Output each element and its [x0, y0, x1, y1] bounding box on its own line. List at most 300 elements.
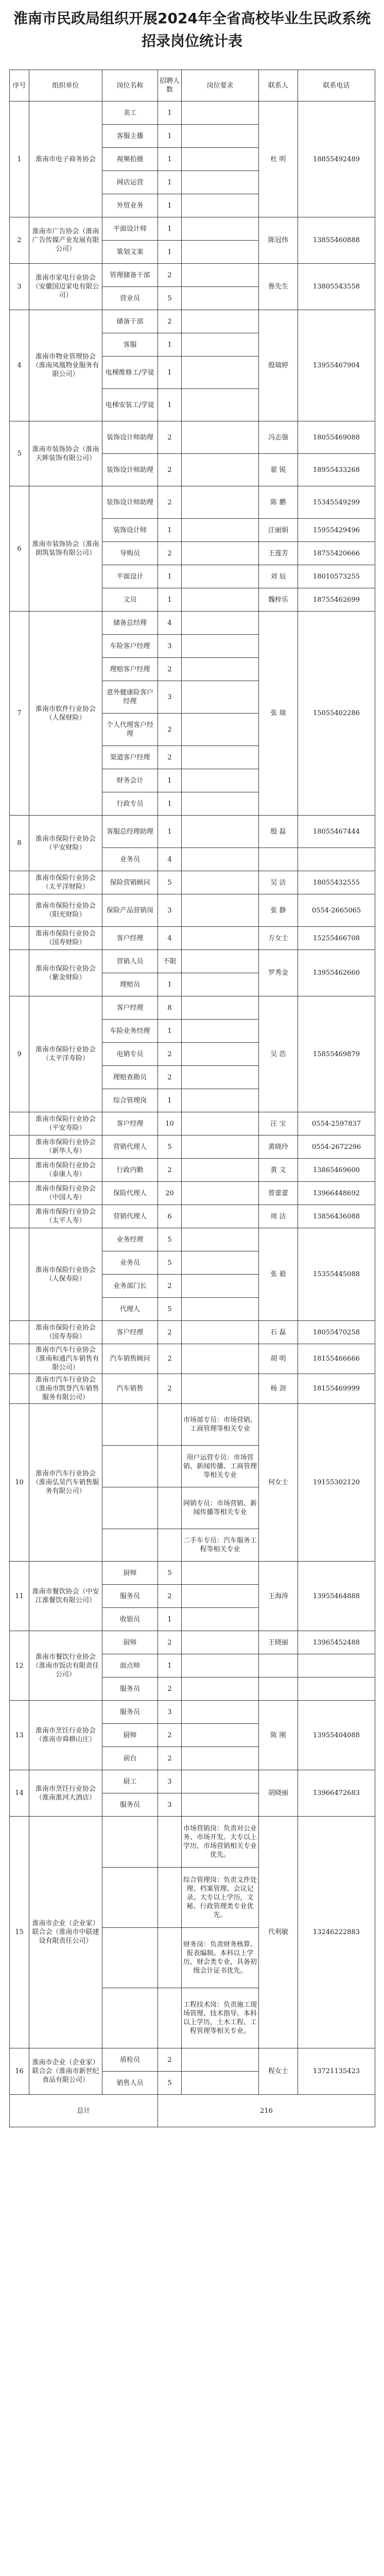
- cell-count: 5: [158, 2072, 182, 2095]
- table-row: [10, 1404, 375, 1446]
- cell-requirement: 市场部专员：市场营销、工商管理等相关专业: [182, 1404, 259, 1446]
- cell-requirement: [182, 612, 259, 635]
- cell-count: [158, 1446, 182, 1487]
- cell-contact: 张 瑞: [259, 612, 298, 816]
- cell-count: 5: [158, 1298, 182, 1321]
- cell-count: 2: [158, 486, 182, 519]
- table-row: [10, 421, 375, 454]
- cell-org: 淮南市保险行业协会（太平人寿）: [29, 1205, 102, 1228]
- cell-org: 淮南市装饰协会（淮南天眸装饰有限公司）: [29, 421, 102, 486]
- cell-position: 厨师: [102, 1724, 158, 1747]
- cell-position: 装饰设计师助理: [102, 421, 158, 454]
- cell-count: 1: [158, 1089, 182, 1112]
- cell-org: 淮南市保险行业协会（新华人寿）: [29, 1136, 102, 1159]
- cell-seq: 7: [10, 612, 29, 816]
- total-label: 总计: [10, 2095, 158, 2127]
- cell-phone: 13965452488: [298, 1631, 375, 1654]
- cell-count: 2: [158, 1344, 182, 1374]
- table-row: [10, 101, 375, 125]
- cell-requirement: [182, 264, 259, 287]
- cell-org: 淮南市保险行业协会（平安寿险）: [29, 1112, 102, 1136]
- table-row: [10, 2048, 375, 2072]
- cell-requirement: [182, 973, 259, 996]
- table-body: [10, 101, 375, 2095]
- cell-position: [102, 1817, 158, 1868]
- cell-requirement: [182, 241, 259, 264]
- cell-count: 4: [158, 612, 182, 635]
- cell-count: 2: [158, 1631, 182, 1654]
- table-header: [10, 70, 375, 101]
- cell-count: 1: [158, 816, 182, 848]
- cell-count: 3: [158, 894, 182, 927]
- cell-position: 代理人: [102, 1298, 158, 1321]
- cell-count: [158, 1529, 182, 1562]
- page-title: [9, 0, 375, 53]
- cell-contact: 陈 刚: [259, 1701, 298, 1770]
- cell-requirement: [182, 1136, 259, 1159]
- cell-position: 客户经理: [102, 996, 158, 1020]
- cell-count: 5: [158, 1228, 182, 1251]
- cell-count: 1: [158, 389, 182, 421]
- table-row: [10, 310, 375, 333]
- cell-contact: 张 静: [259, 894, 298, 927]
- cell-position: 装饰设计师助理: [102, 454, 158, 486]
- cell-contact: 何女士: [259, 1404, 298, 1562]
- cell-requirement: [182, 1677, 259, 1701]
- cell-phone: 18055469088: [298, 421, 375, 454]
- cell-seq: 6: [10, 486, 29, 612]
- cell-requirement: [182, 486, 259, 519]
- cell-phone: 18155469999: [298, 1374, 375, 1404]
- cell-requirement: [182, 714, 259, 746]
- total-row: [10, 2095, 375, 2127]
- cell-position: 电梯维修工/学徒: [102, 357, 158, 389]
- cell-position: 服务员: [102, 1701, 158, 1724]
- table-row: [10, 1136, 375, 1159]
- cell-position: 外贸业务: [102, 194, 158, 217]
- cell-position: 电销专员: [102, 1043, 158, 1066]
- cell-position: 财务会计: [102, 769, 158, 792]
- cell-contact: 罗秀金: [259, 950, 298, 996]
- cell-phone: 13246222883: [298, 1817, 375, 2048]
- cell-position: 厨师: [102, 1562, 158, 1585]
- cell-count: [158, 1487, 182, 1529]
- cell-seq: [10, 1321, 29, 1344]
- cell-count: 2: [158, 1724, 182, 1747]
- cell-contact: 吴 洁: [259, 871, 298, 894]
- cell-requirement: [182, 1228, 259, 1251]
- cell-count: 3: [158, 635, 182, 658]
- cell-count: 2: [158, 1043, 182, 1066]
- cell-count: 5: [158, 1562, 182, 1585]
- table-row: [10, 1205, 375, 1228]
- cell-org: 淮南市保险行业协会（太平洋财险）: [29, 871, 102, 894]
- cell-position: 客户经理: [102, 1112, 158, 1136]
- cell-phone: 15955429496: [298, 519, 375, 542]
- cell-requirement: [182, 287, 259, 310]
- cell-position: 储备干部: [102, 310, 158, 333]
- cell-requirement: [182, 1770, 259, 1793]
- cell-count: 1: [158, 1020, 182, 1043]
- cell-seq: [10, 1344, 29, 1374]
- cell-contact: [259, 1654, 298, 1677]
- cell-position: 客户经理: [102, 1321, 158, 1344]
- cell-contact: 杨 剑: [259, 1374, 298, 1404]
- cell-contact: 汪 宝: [259, 1112, 298, 1136]
- cell-phone: 19155302120: [298, 1404, 375, 1562]
- cell-requirement: [182, 894, 259, 927]
- cell-position: 保险代理人: [102, 1182, 158, 1205]
- cell-position: 文员: [102, 588, 158, 612]
- cell-contact: 杜 明: [259, 101, 298, 217]
- cell-requirement: [182, 1793, 259, 1817]
- cell-phone: [298, 1654, 375, 1677]
- cell-seq: 15: [10, 1817, 29, 2048]
- cell-seq: [10, 871, 29, 894]
- cell-org: 淮南市企业（企业家）联合会（淮南市中联建设有限责任公司）: [29, 1817, 102, 2048]
- cell-phone: 13966448692: [298, 1182, 375, 1205]
- cell-count: 1: [158, 125, 182, 148]
- cell-position: 前台: [102, 1747, 158, 1770]
- cell-count: 1: [158, 171, 182, 194]
- header-seq: 序号: [10, 70, 29, 101]
- cell-position: 保险营销顾问: [102, 871, 158, 894]
- cell-position: 质检员: [102, 2048, 158, 2072]
- cell-count: 2: [158, 2048, 182, 2072]
- cell-org: 淮南市餐饮协会（中安江淮餐饮有限公司）: [29, 1562, 102, 1631]
- table-row: [10, 1321, 375, 1344]
- cell-phone: 13966472683: [298, 1770, 375, 1817]
- cell-count: 1: [158, 519, 182, 542]
- cell-count: 2: [158, 1677, 182, 1701]
- cell-seq: 5: [10, 421, 29, 486]
- cell-requirement: [182, 1724, 259, 1747]
- cell-requirement: [182, 1321, 259, 1344]
- cell-count: 5: [158, 871, 182, 894]
- cell-position: 客服: [102, 333, 158, 357]
- cell-position: 意外健康险客户经理: [102, 681, 158, 714]
- cell-org: 淮南市保险行业协会（中国人寿）: [29, 1182, 102, 1205]
- cell-count: [158, 1817, 182, 1868]
- cell-count: 不限: [158, 950, 182, 973]
- cell-contact: 曾蕾蕾: [259, 1182, 298, 1205]
- cell-position: 管理储备干部: [102, 264, 158, 287]
- cell-phone: 15355445088: [298, 1228, 375, 1321]
- cell-count: 2: [158, 1321, 182, 1344]
- cell-requirement: [182, 1608, 259, 1631]
- cell-count: 4: [158, 848, 182, 871]
- cell-phone: 13856436088: [298, 1205, 375, 1228]
- cell-contact: 石 磊: [259, 1321, 298, 1344]
- cell-position: 厨工: [102, 1770, 158, 1793]
- cell-contact: 王晓丽: [259, 1631, 298, 1654]
- cell-contact: 方女士: [259, 927, 298, 950]
- cell-phone: 13955464888: [298, 1562, 375, 1631]
- cell-contact: 黄晓玲: [259, 1136, 298, 1159]
- cell-seq: 3: [10, 264, 29, 310]
- cell-position: 平面设计: [102, 565, 158, 588]
- cell-contact: 殷 磊: [259, 816, 298, 848]
- header-position: 岗位名称: [102, 70, 158, 101]
- cell-count: 2: [158, 1585, 182, 1608]
- cell-requirement: [182, 1275, 259, 1298]
- cell-requirement: [182, 333, 259, 357]
- cell-count: 1: [158, 1654, 182, 1677]
- cell-phone: 13955404088: [298, 1701, 375, 1770]
- cell-position: 业务员: [102, 1251, 158, 1275]
- cell-requirement: [182, 792, 259, 816]
- cell-contact: 陈 鹏: [259, 486, 298, 519]
- cell-requirement: [182, 1159, 259, 1182]
- cell-org: 淮南市装饰协会（淮南朗筑装饰有限公司）: [29, 486, 102, 612]
- recruitment-table: [9, 70, 375, 2127]
- cell-contact: 周 洁: [259, 1205, 298, 1228]
- cell-seq: [10, 1112, 29, 1136]
- cell-count: 2: [158, 714, 182, 746]
- cell-count: 2: [158, 264, 182, 287]
- cell-org: 淮南市保险行业协会（紫金财险）: [29, 950, 102, 996]
- cell-count: 1: [158, 792, 182, 816]
- cell-count: 1: [158, 1608, 182, 1631]
- table-row: [10, 486, 375, 519]
- cell-count: 4: [158, 927, 182, 950]
- cell-requirement: [182, 1585, 259, 1608]
- cell-org: 淮南市电子商务协会: [29, 101, 102, 217]
- cell-org: 淮南市保险行业协会（太平洋寿险）: [29, 996, 102, 1112]
- cell-requirement: [182, 1747, 259, 1770]
- cell-requirement: 网销专员：市场营销、新闻传播等相关专业: [182, 1487, 259, 1529]
- cell-requirement: [182, 194, 259, 217]
- cell-phone: 15255466708: [298, 927, 375, 950]
- cell-seq: 2: [10, 217, 29, 264]
- cell-count: 5: [158, 1136, 182, 1159]
- cell-phone: 18755420666: [298, 542, 375, 565]
- cell-phone: [298, 1677, 375, 1701]
- cell-contact: 殷瑞婷: [259, 310, 298, 421]
- cell-phone: 13805543558: [298, 264, 375, 310]
- cell-count: 2: [158, 1066, 182, 1089]
- cell-count: 1: [158, 101, 182, 125]
- cell-phone: 18055470258: [298, 1321, 375, 1344]
- table-row: [10, 1159, 375, 1182]
- cell-position: 收银员: [102, 1608, 158, 1631]
- cell-requirement: [182, 1251, 259, 1275]
- cell-count: 1: [158, 588, 182, 612]
- cell-position: 行政内勤: [102, 1159, 158, 1182]
- cell-count: 2: [158, 658, 182, 681]
- cell-seq: 13: [10, 1701, 29, 1770]
- table-row: [10, 1344, 375, 1374]
- cell-requirement: [182, 1043, 259, 1066]
- cell-count: 2: [158, 746, 182, 769]
- cell-seq: [10, 927, 29, 950]
- cell-count: 2: [158, 542, 182, 565]
- cell-count: 1: [158, 357, 182, 389]
- cell-requirement: 综合管理岗：负责文件处理、档案管理、会议记录。大专以上学历，文秘、行政管理类专业优先。: [182, 1868, 259, 1928]
- cell-requirement: [182, 125, 259, 148]
- cell-count: 3: [158, 1793, 182, 1817]
- cell-position: 综合管理岗: [102, 1089, 158, 1112]
- cell-position: 服务员: [102, 1793, 158, 1817]
- cell-requirement: 二手车专员：汽车服务工程等相关专业: [182, 1529, 259, 1562]
- cell-contact: 魏梓乐: [259, 588, 298, 612]
- cell-requirement: 市场营销岗：负责对公业务、市场开发。大专以上学历，市场营销相关专业优先。: [182, 1817, 259, 1868]
- cell-seq: [10, 950, 29, 996]
- cell-requirement: [182, 848, 259, 871]
- cell-org: 淮南市餐饮行业协会（淮南市饭店有限责任公司）: [29, 1631, 102, 1701]
- cell-phone: 0554-2665065: [298, 894, 375, 927]
- cell-requirement: [182, 1374, 259, 1404]
- cell-requirement: [182, 171, 259, 194]
- cell-count: [158, 1868, 182, 1928]
- table-row: [10, 217, 375, 241]
- cell-contact: 胡晓丽: [259, 1770, 298, 1817]
- header-org: 组织单位: [29, 70, 102, 101]
- cell-org: 淮南市保险行业协会（国寿寿险）: [29, 1321, 102, 1344]
- cell-position: 服务员: [102, 1585, 158, 1608]
- cell-count: 1: [158, 148, 182, 171]
- cell-seq: 8: [10, 816, 29, 871]
- cell-phone: 18855492489: [298, 101, 375, 217]
- cell-requirement: [182, 310, 259, 333]
- cell-contact: [259, 1677, 298, 1701]
- cell-phone: 0554-2672296: [298, 1136, 375, 1159]
- cell-contact: 陈冠伟: [259, 217, 298, 264]
- cell-contact: 吴 浩: [259, 996, 298, 1112]
- cell-count: [158, 1988, 182, 2048]
- cell-position: 汽车销售: [102, 1374, 158, 1404]
- cell-requirement: [182, 148, 259, 171]
- cell-contact: 冯志强: [259, 421, 298, 454]
- table-row: [10, 1228, 375, 1251]
- cell-count: 20: [158, 1182, 182, 1205]
- cell-org: 淮南市保险行业协会（人保寿险）: [29, 1228, 102, 1321]
- cell-requirement: [182, 588, 259, 612]
- cell-requirement: [182, 2072, 259, 2095]
- cell-requirement: [182, 746, 259, 769]
- cell-position: 导购员: [102, 542, 158, 565]
- cell-count: 2: [158, 1747, 182, 1770]
- cell-requirement: [182, 1112, 259, 1136]
- cell-requirement: [182, 1066, 259, 1089]
- table-row: [10, 612, 375, 635]
- cell-phone: 15055402286: [298, 612, 375, 816]
- cell-position: 保险产品营销岗: [102, 894, 158, 927]
- table-row: [10, 996, 375, 1020]
- cell-contact: 王莲芳: [259, 542, 298, 565]
- cell-phone: 15345549299: [298, 486, 375, 519]
- cell-count: 6: [158, 1205, 182, 1228]
- cell-requirement: [182, 542, 259, 565]
- cell-position: 汽车销售顾问: [102, 1344, 158, 1374]
- cell-contact: 翟 锐: [259, 454, 298, 486]
- cell-contact: 汪丽娟: [259, 519, 298, 542]
- table-row: [10, 871, 375, 894]
- header-phone: 联系电话: [298, 70, 375, 101]
- cell-phone: 18010573255: [298, 565, 375, 588]
- cell-requirement: 用户运营专员：市场营销、新闻传播、工商管理等相关专业: [182, 1446, 259, 1487]
- cell-requirement: [182, 1701, 259, 1724]
- cell-position: 客服总经理助理: [102, 816, 158, 848]
- cell-requirement: [182, 1654, 259, 1677]
- title-line-1: 淮南市民政局组织开展2024年全省高校毕业生民政系统: [13, 10, 371, 27]
- table-row: [10, 1817, 375, 1868]
- table-row: [10, 264, 375, 287]
- cell-position: [102, 1446, 158, 1487]
- cell-position: 美工: [102, 101, 158, 125]
- header-requirement: 岗位要求: [182, 70, 259, 101]
- cell-seq: 16: [10, 2048, 29, 2095]
- cell-seq: 14: [10, 1770, 29, 1817]
- cell-requirement: 财务岗：负责财务核算、报表编制。本科以上学历，财会类专业，具备初级会计证书优先。: [182, 1928, 259, 1988]
- cell-contact: 张 毅: [259, 1228, 298, 1321]
- cell-position: 服务员: [102, 1677, 158, 1701]
- cell-requirement: [182, 1631, 259, 1654]
- cell-position: 车险业务经理: [102, 1020, 158, 1043]
- cell-seq: 11: [10, 1562, 29, 1631]
- cell-position: 业务部门长: [102, 1275, 158, 1298]
- cell-position: 行政专员: [102, 792, 158, 816]
- cell-seq: [10, 1374, 29, 1404]
- cell-seq: [10, 1182, 29, 1205]
- cell-org: 淮南市广告协会（淮南广告传媒产业发展有限公司）: [29, 217, 102, 264]
- cell-seq: 12: [10, 1631, 29, 1701]
- cell-contact: 胡 明: [259, 1344, 298, 1374]
- cell-count: 3: [158, 1701, 182, 1724]
- title-line-2: 招录岗位统计表: [141, 32, 242, 49]
- cell-count: 2: [158, 421, 182, 454]
- cell-contact: 鲁先生: [259, 264, 298, 310]
- cell-org: 淮南市烹饪行业协会（淮南市舜耕山庄）: [29, 1701, 102, 1770]
- header-count: 招聘人数: [158, 70, 182, 101]
- cell-count: 2: [158, 310, 182, 333]
- cell-seq: 10: [10, 1404, 29, 1562]
- cell-phone: 0554-2597837: [298, 1112, 375, 1136]
- table-row: [10, 1112, 375, 1136]
- cell-count: 2: [158, 454, 182, 486]
- cell-count: 8: [158, 996, 182, 1020]
- cell-count: 1: [158, 973, 182, 996]
- cell-seq: [10, 894, 29, 927]
- cell-contact: 王海涛: [259, 1562, 298, 1631]
- cell-count: 1: [158, 217, 182, 241]
- cell-phone: 18055467444: [298, 816, 375, 848]
- cell-org: 淮南市保险行业协会（国寿财险）: [29, 927, 102, 950]
- cell-seq: 1: [10, 101, 29, 217]
- cell-phone: 15855469879: [298, 996, 375, 1112]
- cell-org: 淮南市企业（企业家）联合会（淮南市新世纪食品有限公司）: [29, 2048, 102, 2095]
- cell-seq: [10, 1159, 29, 1182]
- cell-count: 5: [158, 287, 182, 310]
- cell-count: 1: [158, 565, 182, 588]
- cell-org: 淮南市软件行业协会（人保财险）: [29, 612, 102, 816]
- cell-count: 1: [158, 333, 182, 357]
- cell-requirement: [182, 927, 259, 950]
- cell-requirement: [182, 871, 259, 894]
- cell-position: [102, 1988, 158, 2048]
- cell-requirement: [182, 950, 259, 973]
- cell-position: [102, 1928, 158, 1988]
- table-row: [10, 1374, 375, 1404]
- cell-position: 装饰设计师: [102, 519, 158, 542]
- cell-position: 个人代理客户经理: [102, 714, 158, 746]
- cell-position: [102, 1529, 158, 1562]
- cell-contact: [259, 848, 298, 871]
- cell-requirement: [182, 1205, 259, 1228]
- cell-position: 渠道客户经理: [102, 746, 158, 769]
- cell-position: 电梯安装工/学徒: [102, 389, 158, 421]
- table-row: [10, 894, 375, 927]
